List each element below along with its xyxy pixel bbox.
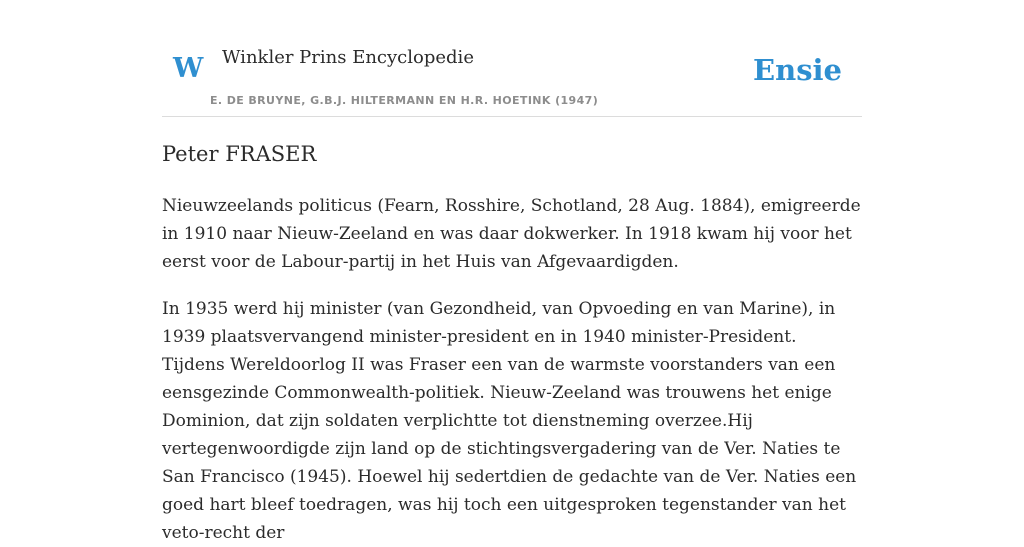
source-title[interactable]: Winkler Prins Encyclopedie — [222, 47, 474, 68]
article-title: Peter FRASER — [162, 142, 317, 166]
ensie-logo[interactable]: Ensie — [753, 53, 842, 87]
source-authors: E. DE BRUYNE, G.B.J. HILTERMANN EN H.R. HOETINK (1947) — [210, 94, 599, 107]
article-paragraph: In 1935 werd hij minister (van Gezondheid, van Opvoeding en van Marine), in 1939 plaatsvervangend minister-president en in 1940 minister-President. Tijdens Wereldoorlog II was Fraser een van de warmste voorstanders van een eensgezinde Commonwealth-politiek. Nieuw-Zeeland was trouwens het enige Dominion, dat zijn soldaten verplichtte tot dienstneming overzee.Hij vertegenwoordigde zijn land op de stichtingsvergadering van de Ver. Naties te San Francisco (1945). Hoewel hij sedertdien de gedachte van de Ver. Naties een goed hart bleef toedragen, was hij toch een uitgesproken tegenstander van het veto-recht der — [162, 299, 857, 543]
winkler-prins-logo[interactable]: W — [173, 53, 204, 84]
site-header — [162, 0, 862, 117]
article-paragraph: Nieuwzeelands politicus (Fearn, Rosshire, Schotland, 28 Aug. 1884), emigreerde in 1910 naar Nieuw-Zeeland en was daar dokwerker. In 1918 kwam hij voor het eerst voor de Labour-partij in het Huis van Afgevaardigden. — [162, 196, 861, 272]
article-content — [162, 138, 862, 547]
